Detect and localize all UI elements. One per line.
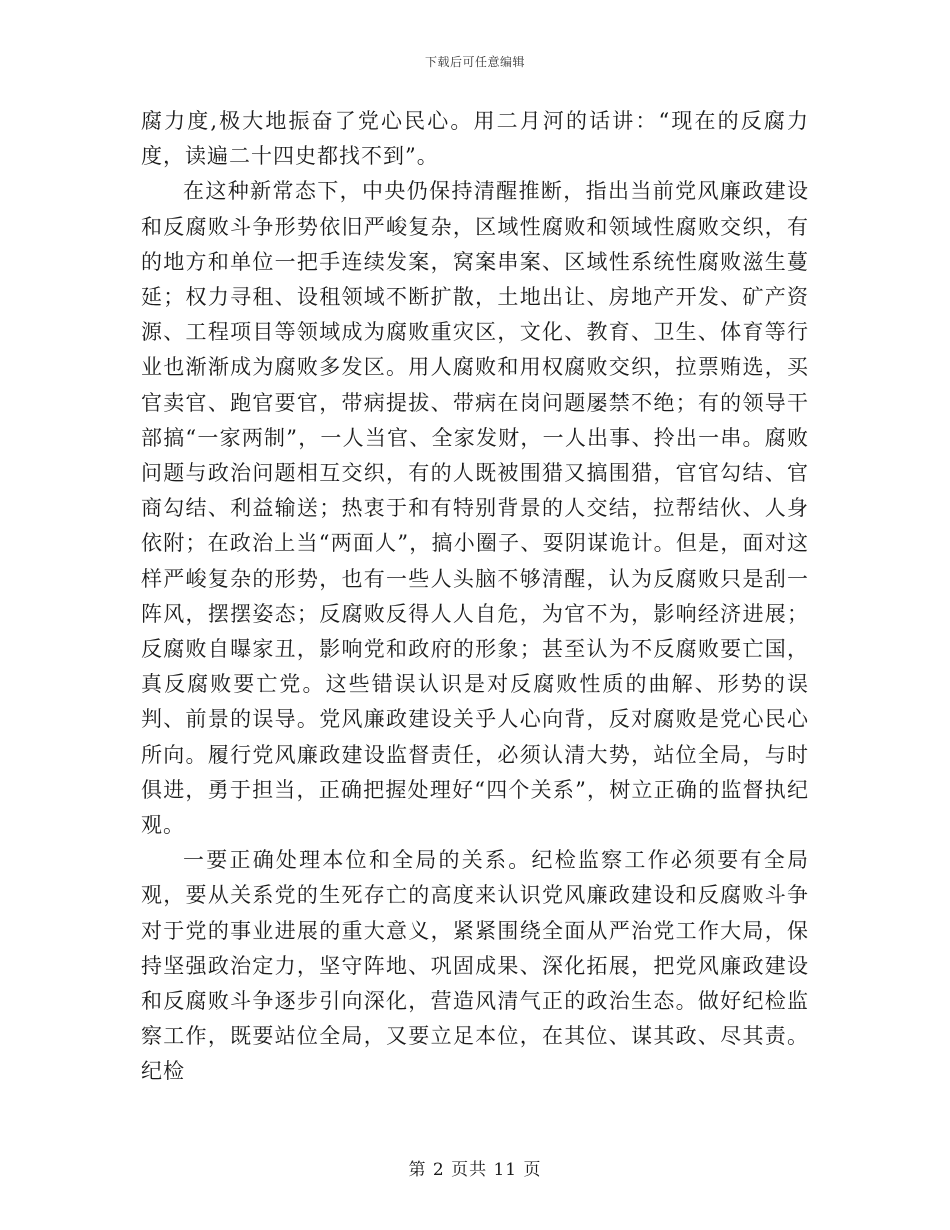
paragraph-continuation: 腐力度,极大地振奋了党心民心。用二月河的话讲：“现在的反腐力度，读遍二十四史都找不到”。: [141, 109, 809, 169]
paragraph-first-relationship: 一要正确处理本位和全局的关系。纪检监察工作必须要有全局观，要从关系党的生死存亡的高度来认识党风廉政建设和反腐败斗争对于党的事业进展的重大意义，紧紧围绕全面从严治党工作大局，保持坚强政治定力，坚守阵地、巩固成果、深化拓展，把党风廉政建设和反腐败斗争逐步引向深化，营造风清气正的政治生态。做好纪检监察工作，既要站位全局，又要立足本位，在其位、谋其政、尽其责。纪检: [141, 848, 809, 1084]
page-header-note: 下载后可任意编辑: [424, 55, 525, 69]
document-body: [141, 104, 809, 1090]
paragraph-new-normal: 在这种新常态下，中央仍保持清醒推断，指出当前党风廉政建设和反腐败斗争形势依旧严峻复杂，区域性腐败和领域性腐败交织，有的地方和单位一把手连续发案，窝案串案、区域性系统性腐败滋生蔓延；权力寻租、设租领域不断扩散，土地出让、房地产开发、矿产资源、工程项目等领域成为腐败重灾区，文化、教育、卫生、体育等行业也渐渐成为腐败多发区。用人腐败和用权腐败交织，拉票贿选，买官卖官、跑官要官，带病提拔、带病在岗问题屡禁不绝；有的领导干部搞“一家两制”，一人当官、全家发财，一人出事、拎出一串。腐败问题与政治问题相互交织，有的人既被围猎又搞围猎，官官勾结、官商勾结、利益输送；热衷于和有特别背景的人交结，拉帮结伙、人身依附；在政治上当“两面人”，搞小圈子、耍阴谋诡计。但是，面对这样严峻复杂的形势，也有一些人头脑不够清醒，认为反腐败只是刮一阵风，摆摆姿态；反腐败反得人人自危，为官不为，影响经济进展；反腐败自曝家丑，影响党和政府的形象；甚至认为不反腐败要亡国，真反腐败要亡党。这些错误认识是对反腐败性质的曲解、形势的误判、前景的误导。党风廉政建设关乎人心向背，反对腐败是党心民心所向。履行党风廉政建设监督责任，必须认清大势，站位全局，与时俱进，勇于担当，正确把握处理好“四个关系”，树立正确的监督执纪观。: [141, 179, 809, 838]
page-number-footer: 第 2 页共 11 页: [408, 1160, 542, 1180]
